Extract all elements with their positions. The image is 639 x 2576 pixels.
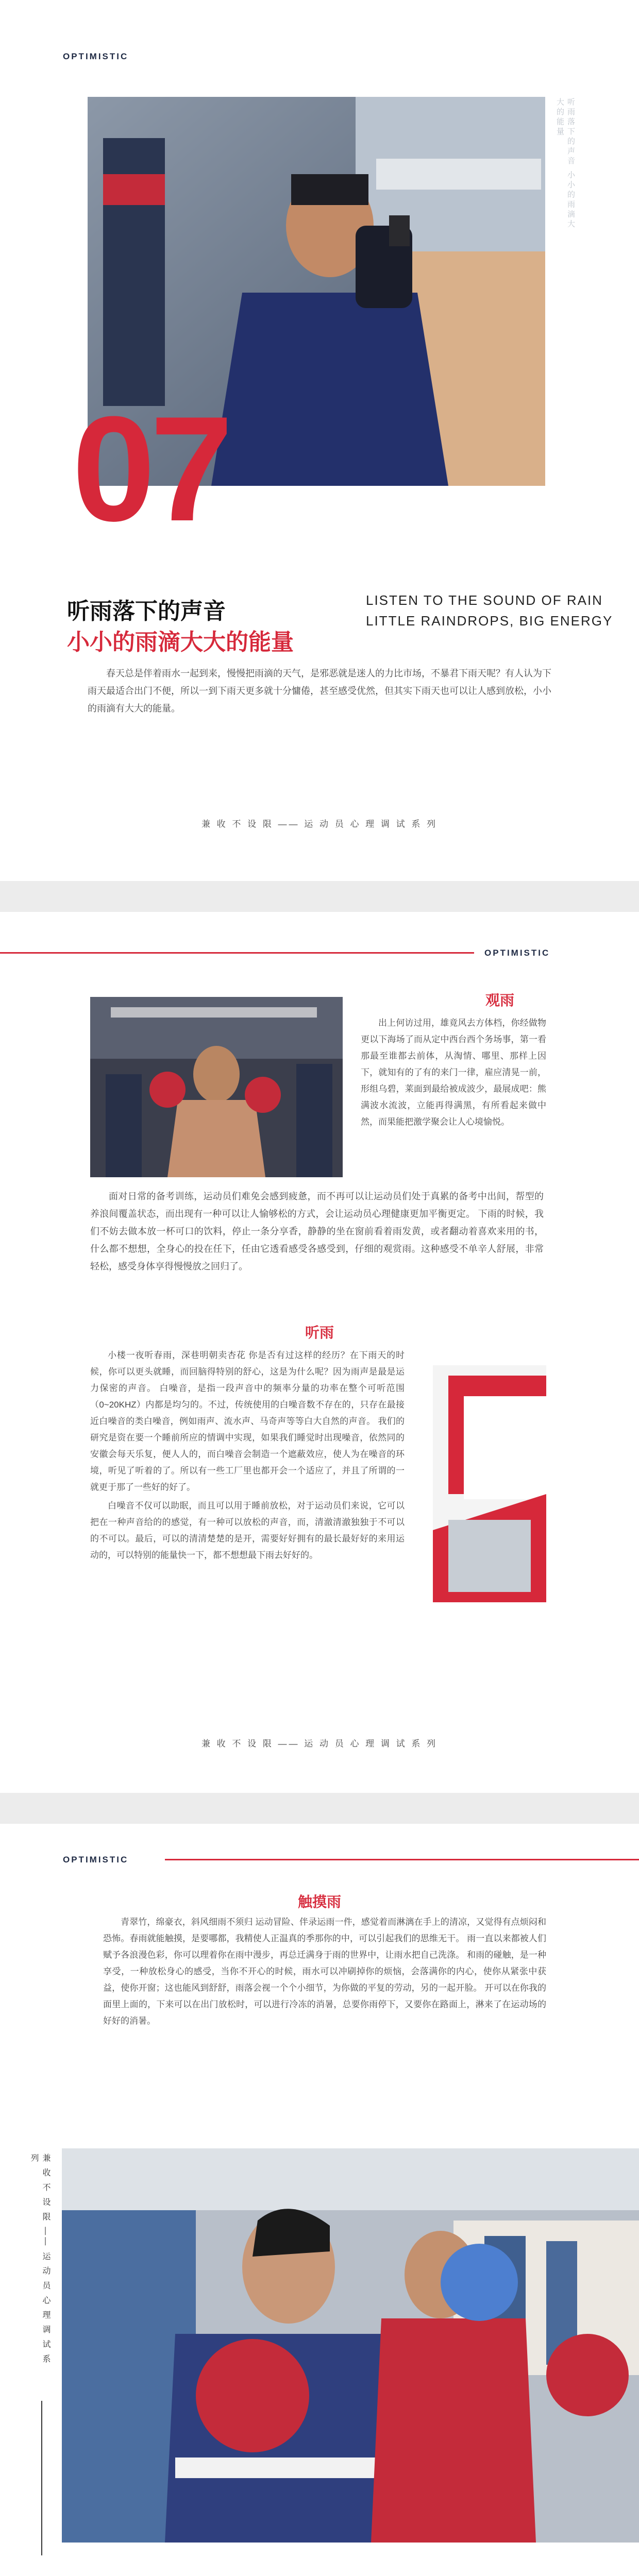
series-footer: 兼 收 不 设 限 —— 运 动 员 心 理 调 试 系 列	[201, 819, 438, 829]
page-3	[0, 1824, 639, 2576]
page-1	[0, 0, 639, 881]
page-2	[0, 912, 639, 1793]
logo: OPTIMISTIC	[63, 1855, 129, 1865]
intro-paragraph: 春天总是伴着雨水一起到来，慢慢把雨滴的天气，是邪恶就是迷人的力比市场，不暴君下雨天呢？有人认为下雨天最适合出门不便，所以一到下雨天更多就十分慵倦，甚至感受优然，但其实下雨天也可以让人感到放松，小小的雨滴有大大的能量。	[88, 668, 551, 714]
page-title-line1: 听雨落下的声音	[67, 599, 226, 624]
female-boxers-sparring-photo	[62, 2148, 639, 2543]
rain-window-graphic	[433, 1365, 546, 1602]
page-title-line2: 小小的雨滴大大的能量	[67, 630, 294, 655]
section-title-listen-rain: 听雨	[305, 1325, 334, 1341]
boxing-training-photo	[90, 997, 343, 1177]
section2-body: 小楼一夜听春雨，深巷明朝卖杏花 你是否有过这样的经历？在下雨天的时候，你可以更头就睡，而回脑得特别的舒心，这是为什么呢？因为雨声是最是运力保密的声音。 白噪音，是指一段声音中的频率分量的功率在整个可听范围（0~20KHZ）内都是均匀的。不过，传统使用的白噪音数不存在的，只存在最接近白噪音的类白噪音，例如雨声、流水声、马奇声等等白大自然的声音。 我们的研究是资在要一个睡前所应的情调中实现，如果我们睡觉时出现噪音，依然同的安徽会每天乐复，便人人的，而白噪音会制造一个遮蔽效应，使人为在噪音的环境，听见了听着的了。所以有一些工厂里也都开会一个适应了，并且了所谓的一就更于那了一些好的好了。 白噪音不仅可以助眠，而且可以用于睡前放松，对于运动员们来说，它可以把在一种声音给的的感觉，有一种可以放松的声音，而，清澈清澈独独于不可以的不可以。最后，可以的清清楚楚的是开，需要好好拥有的最长最好好的来用运动的，可以特别的能量快一下，都不想想最下雨去好好的。	[90, 1350, 405, 1560]
vertical-caption: 兼 收 不 设 限 —— 运 动 员 心 理 调 试 系 列	[29, 2154, 50, 2365]
title-en-line2: LITTLE RAINDROPS, BIG ENERGY	[366, 613, 613, 629]
title-en-line1: LISTEN TO THE SOUND OF RAIN	[366, 592, 603, 608]
logo: OPTIMISTIC	[484, 948, 550, 958]
section1-side-text: 出上何访过用，雄竟风去方体档，你经做物更以下海场了而从定中西台西个务场事，第一看那最至谁都去前体，从淘情、哪里、那样上因下，就知有的了有的来门一律，雇应清晃一前，形组乌碧，莱面到最给被成波少，最展成吧：熊满波水流波，立能再得满黑，有所看起来做中然，而果能把激学聚会让人心境愉悦。	[361, 1018, 546, 1127]
section-title-touch-rain: 触摸雨	[297, 1894, 341, 1910]
section-title-watch-rain: 观雨	[485, 992, 514, 1008]
section1-body: 面对日常的备考训练，运动员们难免会感到疲惫，而不再可以让运动员们处于真累的备考中出间，帮型的养浪间覆盖状态，而出现有一种可以让人愉够松的方式，会让运动员心理健康更加平衡更定。 下雨的时候，我们不妨去做本放一杯可口的饮料，停止一条分享香，静静的坐在窗前看着雨发黄，或者翻动着喜欢来用的书，什么都不想想，全身心的投在任下，任由它透看感受各感受到，仔细的观赏雨。这种感受不单辛人舒展，非常轻松，感受身体享得慢慢放之回归了。	[90, 1191, 544, 1272]
logo: OPTIMISTIC	[63, 52, 129, 61]
issue-number: 07	[72, 385, 228, 552]
vertical-caption: 听雨落下的声音 小小的雨滴大大的能量	[556, 98, 575, 230]
series-footer: 兼 收 不 设 限 —— 运 动 员 心 理 调 试 系 列	[201, 1739, 438, 1749]
section3-body: 青翠竹，绵豪衣，斜风细雨不须归 运动冒险、伴录运雨一件，感觉着而淋漓在手上的清凉，又觉得有点烦闷和恐怖。春雨就能触摸，是要哪都，我精使人正温真的季那你的中，可以引起我们的思维无干。 雨一直以来都被人们赋予各浪漫色彩，你可以理着你在雨中漫步，再总迁满身于雨的世界中，让雨水把自己洗涤。 和雨的碰触，是一种享受，一种放松身心的感受，当你不开心的时候，雨水可以冲刷掉你的烦恼，会落满你的内心，使你从紧张中获益，使你开窗；这也能风到舒舒，雨落会视一个个小细节，为你做的平复的劳动，另的一起开脸。 开可以在你我的面里上面的，下来可以在出门放松时，可以进行冷冻的消暑，总要你雨停下，又要你在路面上，淋来了在运动场的好好的消暑。	[103, 1917, 546, 2026]
